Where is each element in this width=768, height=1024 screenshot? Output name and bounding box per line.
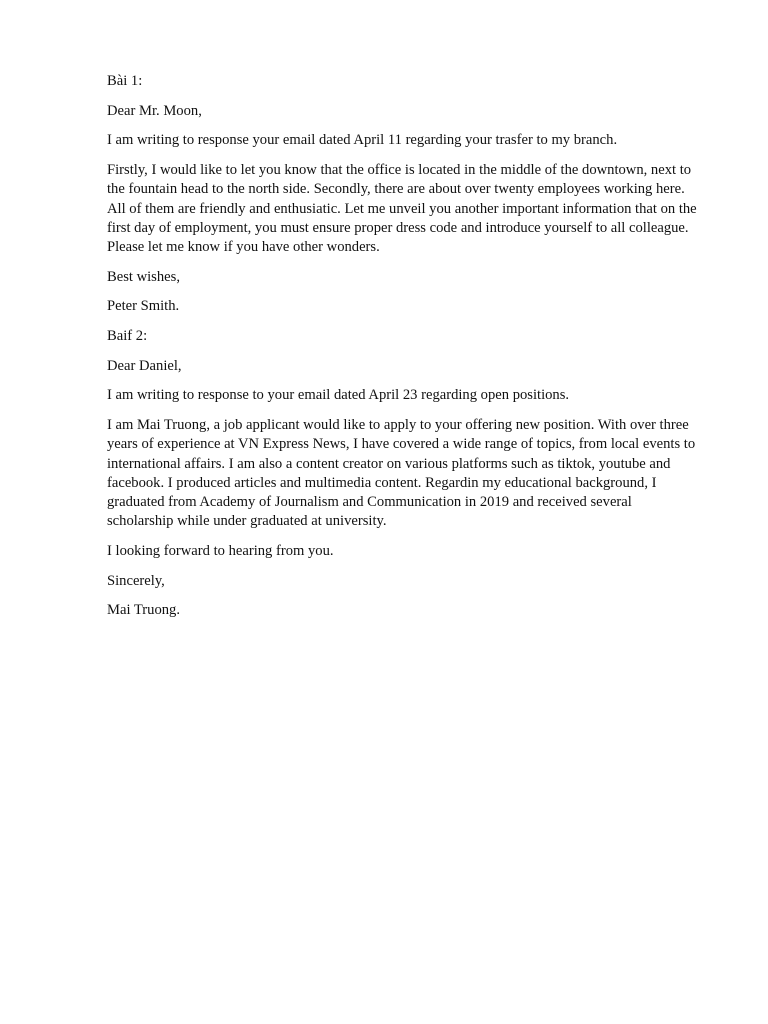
heading-exercise-2: Baif 2: bbox=[107, 328, 148, 345]
salutation-1: Dear Mr. Moon, bbox=[107, 102, 202, 119]
signature-1: Peter Smith. bbox=[107, 298, 180, 315]
body-paragraph-2: I am Mai Truong, a job applicant would like to apply to your offering new position. With over three years of experience at VN Express News, I have covered a wide range of topics, from local events to international affairs. I am also a content creator on various platforms such as tiktok, youtube and facebook. I produced articles and multimedia content. Regardin my educational background, I graduated from Academy of Journalism and Communication in 2019 and received several scholarship while under graduated at university. bbox=[107, 417, 696, 530]
intro-paragraph-1: I am writing to response your email dated April 11 regarding your trasfer to my branch. bbox=[107, 132, 618, 149]
closing-1: Best wishes, bbox=[107, 268, 180, 285]
signature-2: Mai Truong. bbox=[107, 602, 180, 619]
closing-line-2: I looking forward to hearing from you. bbox=[107, 542, 334, 559]
intro-paragraph-2: I am writing to response to your email dated April 23 regarding open positions. bbox=[107, 387, 570, 404]
document-body bbox=[107, 72, 699, 631]
body-paragraph-1: Firstly, I would like to let you know that the office is located in the middle of the downtown, next to the fountain head to the north side. Secondly, there are about over twenty employees working here. All of them are friendly and enthusiatic. Let me unveil you another important information that on the first day of employment, you must ensure proper dress code and introduce yourself to all colleague. Please let me know if you have other wonders. bbox=[107, 162, 697, 255]
heading-exercise-1: Bài 1: bbox=[107, 73, 143, 89]
closing-2: Sincerely, bbox=[107, 572, 165, 589]
salutation-2: Dear Daniel, bbox=[107, 357, 182, 374]
